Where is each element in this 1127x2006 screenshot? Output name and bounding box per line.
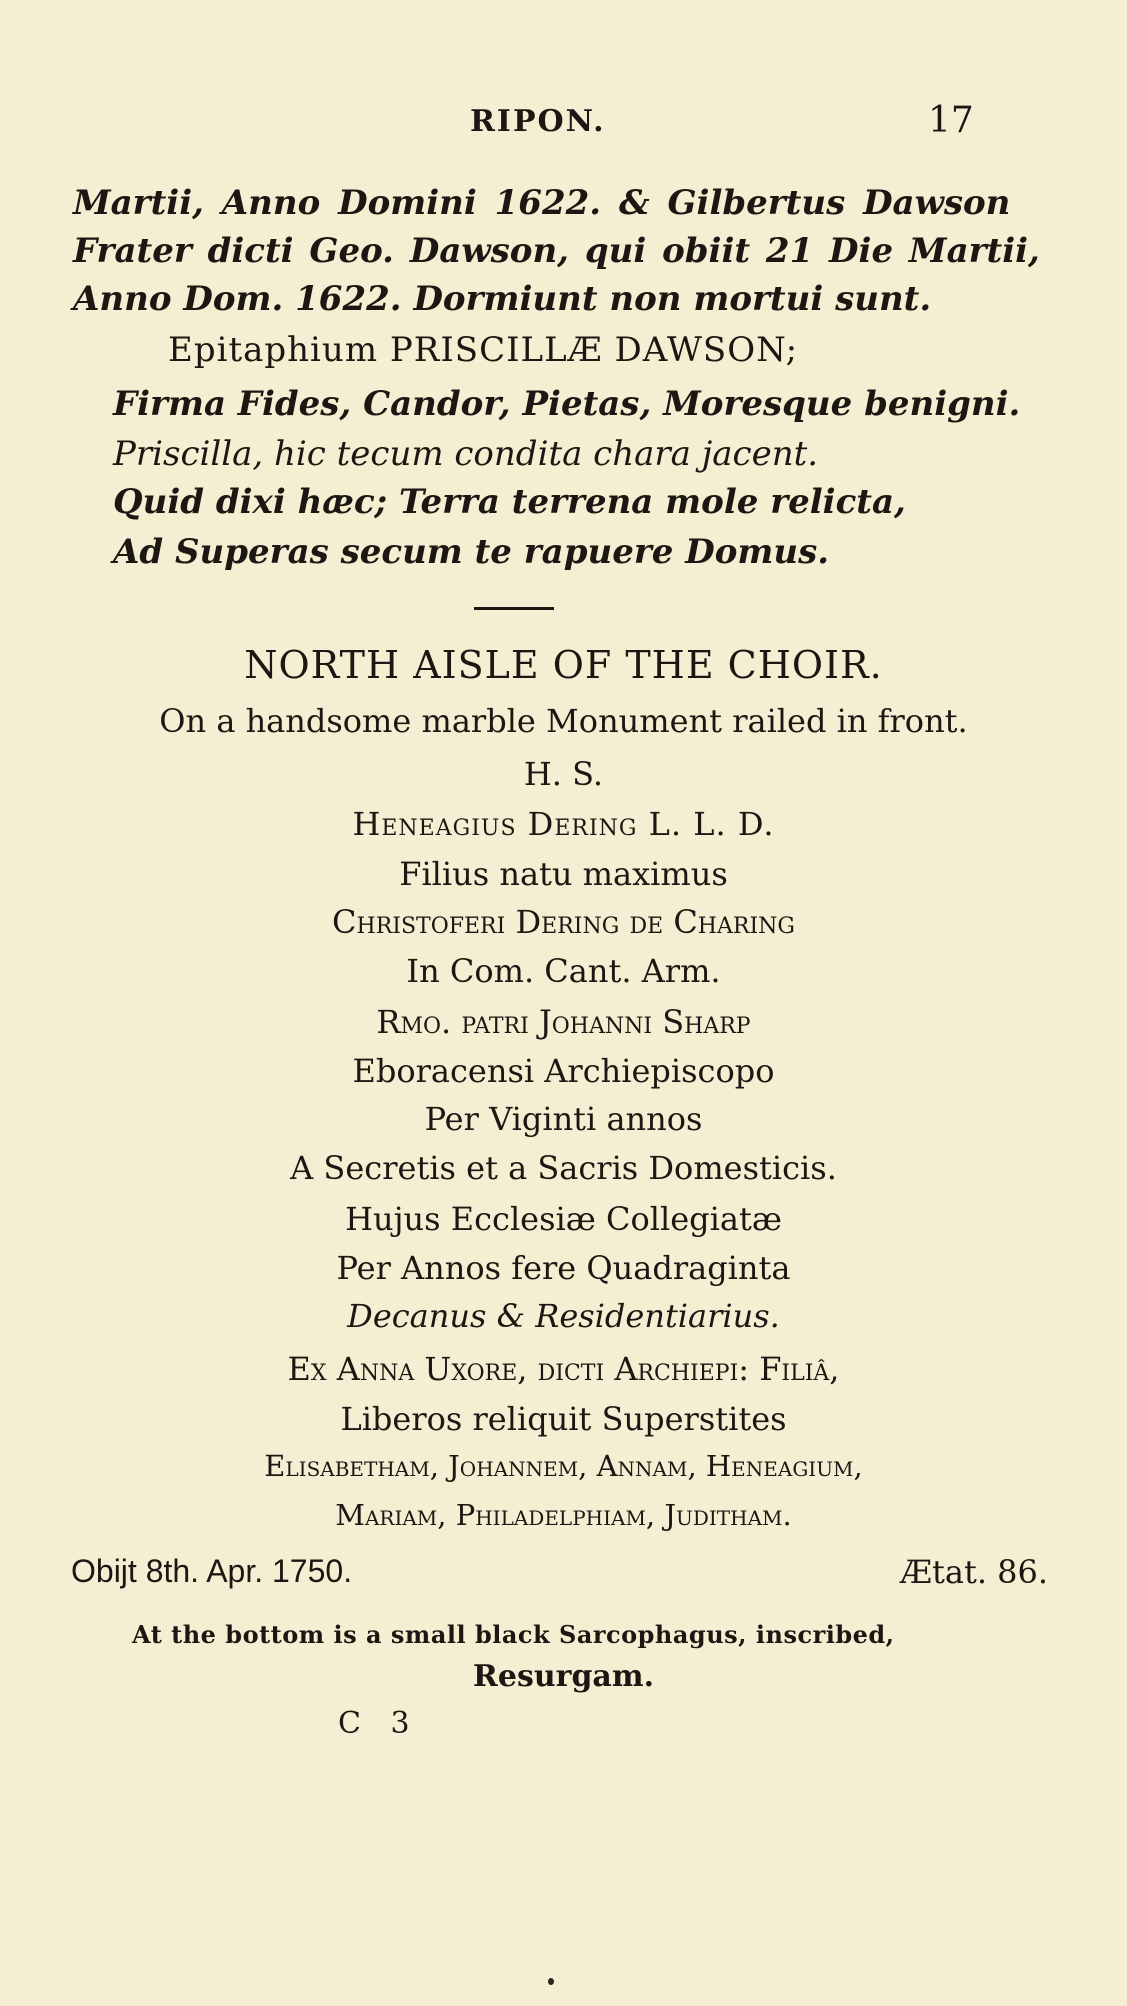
ink-speck <box>548 1978 554 1985</box>
section-divider <box>474 607 554 610</box>
monument-intro: On a handsome marble Monument railed in front. <box>159 702 968 740</box>
inscription-line-com: In Com. Cant. Arm. <box>406 952 721 990</box>
inscription-line-filius: Filius natu maximus <box>399 855 728 893</box>
signature-mark: C 3 <box>338 1706 420 1741</box>
epitaph-verse-2: Priscilla, hic tecum condita chara jacent. <box>113 434 819 474</box>
inscription-line-ecclesiae: Hujus Ecclesiæ Collegiatæ <box>345 1200 782 1238</box>
inscription-line-secretis: A Secretis et a Sacris Domesticis. <box>290 1149 837 1187</box>
epitaph-heading: Epitaphium PRISCILLÆ DAWSON; <box>168 330 799 370</box>
epitaph-line-2: Frater dicti Geo. Dawson, qui obiit 21 Die Martii, <box>73 231 1040 271</box>
inscription-line-liberos: Liberos reliquit Superstites <box>340 1400 787 1438</box>
bottom-note: At the bottom is a small black Sarcophagus, inscribed, <box>132 1620 895 1649</box>
inscription-hs: H. S. <box>523 755 604 793</box>
epitaph-line-3: Anno Dom. 1622. Dormiunt non mortui sunt. <box>73 279 932 319</box>
inscription-line-children-2: Mariam, Philadelphiam, Juditham. <box>335 1498 792 1532</box>
page-number: 17 <box>928 100 974 141</box>
section-title: NORTH AISLE OF THE CHOIR. <box>244 643 883 687</box>
running-header-title: RIPON. <box>470 104 606 139</box>
inscription-line-christoferi: Christoferi Dering de Charing <box>332 903 795 941</box>
epitaph-verse-4: Ad Superas secum te rapuere Domus. <box>113 532 830 572</box>
epitaph-verse-1: Firma Fides, Candor, Pietas, Moresque benigni. <box>113 384 1021 424</box>
inscription-line-children-1: Elisabetham, Johannem, Annam, Heneagium, <box>264 1449 863 1483</box>
inscription-name: Heneagius Dering L. L. D. <box>352 805 775 843</box>
obit-age: Ætat. 86. <box>900 1553 1049 1591</box>
obit-date: Obijt 8th. Apr. 1750. <box>71 1553 353 1589</box>
inscription-line-decanus: Decanus & Residentiarius. <box>347 1297 780 1335</box>
inscription-line-patri: Rmo. patri Johanni Sharp <box>376 1003 751 1041</box>
inscription-line-anna: Ex Anna Uxore, dicti Archiepi: Filiâ, <box>287 1350 840 1388</box>
blackletter-word: Resurgam. <box>472 1659 655 1694</box>
epitaph-line-1: Martii, Anno Domini 1622. & Gilbertus Dawson <box>73 183 1011 223</box>
inscription-line-viginti: Per Viginti annos <box>424 1100 703 1138</box>
inscription-line-eboracensi: Eboracensi Archiepiscopo <box>352 1052 775 1090</box>
inscription-line-annos: Per Annos fere Quadraginta <box>336 1249 791 1287</box>
epitaph-verse-3: Quid dixi hæc; Terra terrena mole relicta, <box>113 482 906 522</box>
